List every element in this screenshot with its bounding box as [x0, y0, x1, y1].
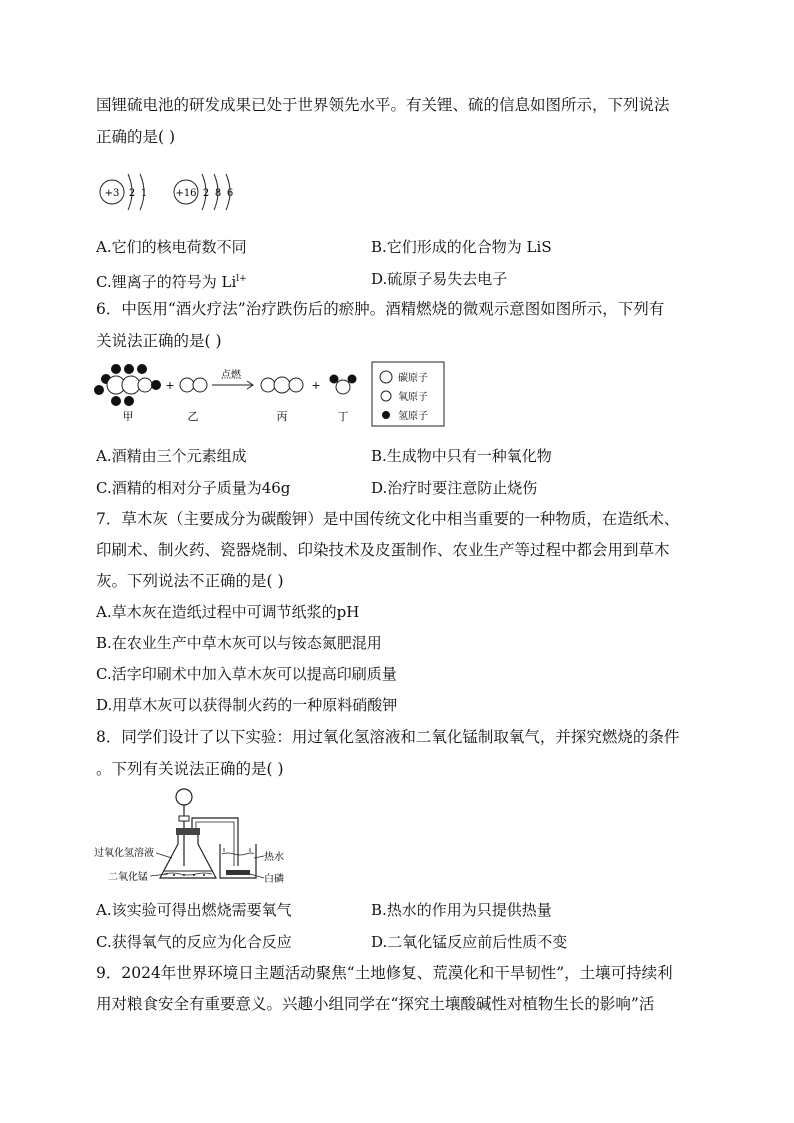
- q8-apparatus-diagram: [92, 788, 302, 888]
- oxygen-atom-icon: [381, 391, 391, 401]
- delivery-tube: [192, 818, 238, 866]
- sulfur-atom-diagram: [174, 174, 233, 210]
- q7-stem-line-2: 印刷术、制火药、瓷器烧制、印染技术及皮蛋制作、农业生产等过程中都会用到草木: [96, 541, 670, 559]
- q6-option-a[interactable]: A.酒精由三个元素组成: [96, 447, 247, 465]
- q5-stem-line-1: 国锂硫电池的研发成果已处于世界领先水平。有关锂、硫的信息如图所示，下列说法: [96, 96, 670, 114]
- q5-option-c-text: C.锂离子的符号为 Li: [96, 273, 237, 291]
- q6-option-b[interactable]: B.生成物中只有一种氧化物: [371, 447, 552, 465]
- label-hydrogen-peroxide: 过氧化氢溶液: [94, 848, 154, 859]
- q8-stem-line-1: 8．同学们设计了以下实验：用过氧化氢溶液和二氧化锰制取氧气，并探究燃烧的条件: [96, 728, 680, 746]
- q8-option-b[interactable]: B.热水的作用为只提供热量: [371, 901, 552, 919]
- lithium-shell-2: 1: [140, 188, 148, 199]
- q8-option-d[interactable]: D.二氧化锰反应前后性质不变: [371, 933, 568, 951]
- q7-option-a[interactable]: A.草木灰在造纸过程中可调节纸浆的pH: [96, 603, 360, 621]
- sulfur-shell-2: 8: [214, 188, 222, 199]
- separatory-funnel: [176, 789, 192, 866]
- legend-carbon: 碳原子: [398, 373, 428, 384]
- q8-option-c[interactable]: C.获得氧气的反应为化合反应: [96, 933, 292, 951]
- molecule-bing: [261, 377, 303, 423]
- q5-option-b[interactable]: B.它们形成的化合物为 LiS: [371, 238, 552, 256]
- sulfur-shell-1: 2: [202, 188, 210, 199]
- plus-sign-1: +: [165, 379, 175, 392]
- label-ding: 丁: [337, 410, 349, 423]
- q7-stem-line-3: 灰。下列说法不正确的是( ): [96, 572, 284, 590]
- molecule-jia: [94, 364, 161, 423]
- plus-sign-2: +: [311, 379, 321, 392]
- q5-atom-structure-diagram: [92, 168, 252, 218]
- label-bing: 丙: [276, 410, 288, 423]
- hydrogen-atom-icon: [382, 411, 390, 419]
- arrow-label-ignite: 点燃: [221, 370, 241, 381]
- label-jia: 甲: [122, 410, 134, 423]
- q9-stem-line-2: 用对粮食安全有重要意义。兴趣小组同学在“探究土壤酸碱性对植物生长的影响”活: [96, 995, 655, 1013]
- label-hot-water: 热水: [264, 852, 284, 863]
- sulfur-nucleus-label: +16: [175, 188, 197, 199]
- q5-option-c-superscript: l+: [236, 274, 247, 284]
- q6-stem-line-1: 6．中医用“酒火疗法”治疗跌伤后的瘀肿。酒精燃烧的微观示意图如图所示，下列有: [96, 300, 665, 318]
- carbon-atom-icon: [380, 371, 392, 383]
- q7-option-c[interactable]: C.活字印刷术中加入草木灰可以提高印刷质量: [96, 665, 397, 683]
- q6-option-d[interactable]: D.治疗时要注意防止烧伤: [371, 479, 538, 497]
- conical-flask: [160, 828, 216, 878]
- q7-stem-line-1: 7．草木灰（主要成分为碳酸钾）是中国传统文化中相当重要的一种物质，在造纸术、: [96, 510, 680, 528]
- q7-option-d[interactable]: D.用草木灰可以获得制火药的一种原料硝酸钾: [96, 696, 398, 714]
- q8-option-a[interactable]: A.该实验可得出燃烧需要氧气: [96, 901, 292, 919]
- q5-stem-line-2: 正确的是( ): [96, 128, 176, 146]
- molecule-ding: [330, 375, 357, 424]
- q5-option-c[interactable]: [96, 268, 247, 293]
- sulfur-shell-3: 6: [226, 188, 234, 199]
- atom-legend: [372, 362, 444, 426]
- lithium-atom-diagram: [100, 174, 147, 210]
- legend-hydrogen: 氢原子: [398, 411, 428, 422]
- molecule-yi: [180, 378, 207, 423]
- q8-stem-line-2: 。下列有关说法正确的是( ): [96, 760, 284, 778]
- q5-option-d[interactable]: D.硫原子易失去电子: [371, 270, 508, 288]
- q7-option-b[interactable]: B.在农业生产中草木灰可以与铵态氮肥混用: [96, 634, 382, 652]
- legend-oxygen: 氧原子: [398, 392, 428, 403]
- lithium-nucleus-label: +3: [104, 188, 120, 199]
- q6-combustion-diagram: [94, 360, 446, 428]
- q5-option-a[interactable]: A.它们的核电荷数不同: [96, 238, 247, 256]
- reaction-arrow: [212, 368, 253, 389]
- label-white-phosphorus: 白磷: [264, 874, 284, 885]
- label-manganese-dioxide: 二氧化锰: [108, 872, 148, 883]
- lithium-shell-1: 2: [128, 188, 136, 199]
- label-yi: 乙: [187, 410, 199, 423]
- q9-stem-line-1: 9．2024年世界环境日主题活动聚焦“土地修复、荒漠化和干旱韧性”，土壤可持续利: [96, 964, 673, 982]
- q6-stem-line-2: 关说法正确的是( ): [96, 332, 222, 350]
- q6-option-c[interactable]: C.酒精的相对分子质量为46g: [96, 479, 291, 497]
